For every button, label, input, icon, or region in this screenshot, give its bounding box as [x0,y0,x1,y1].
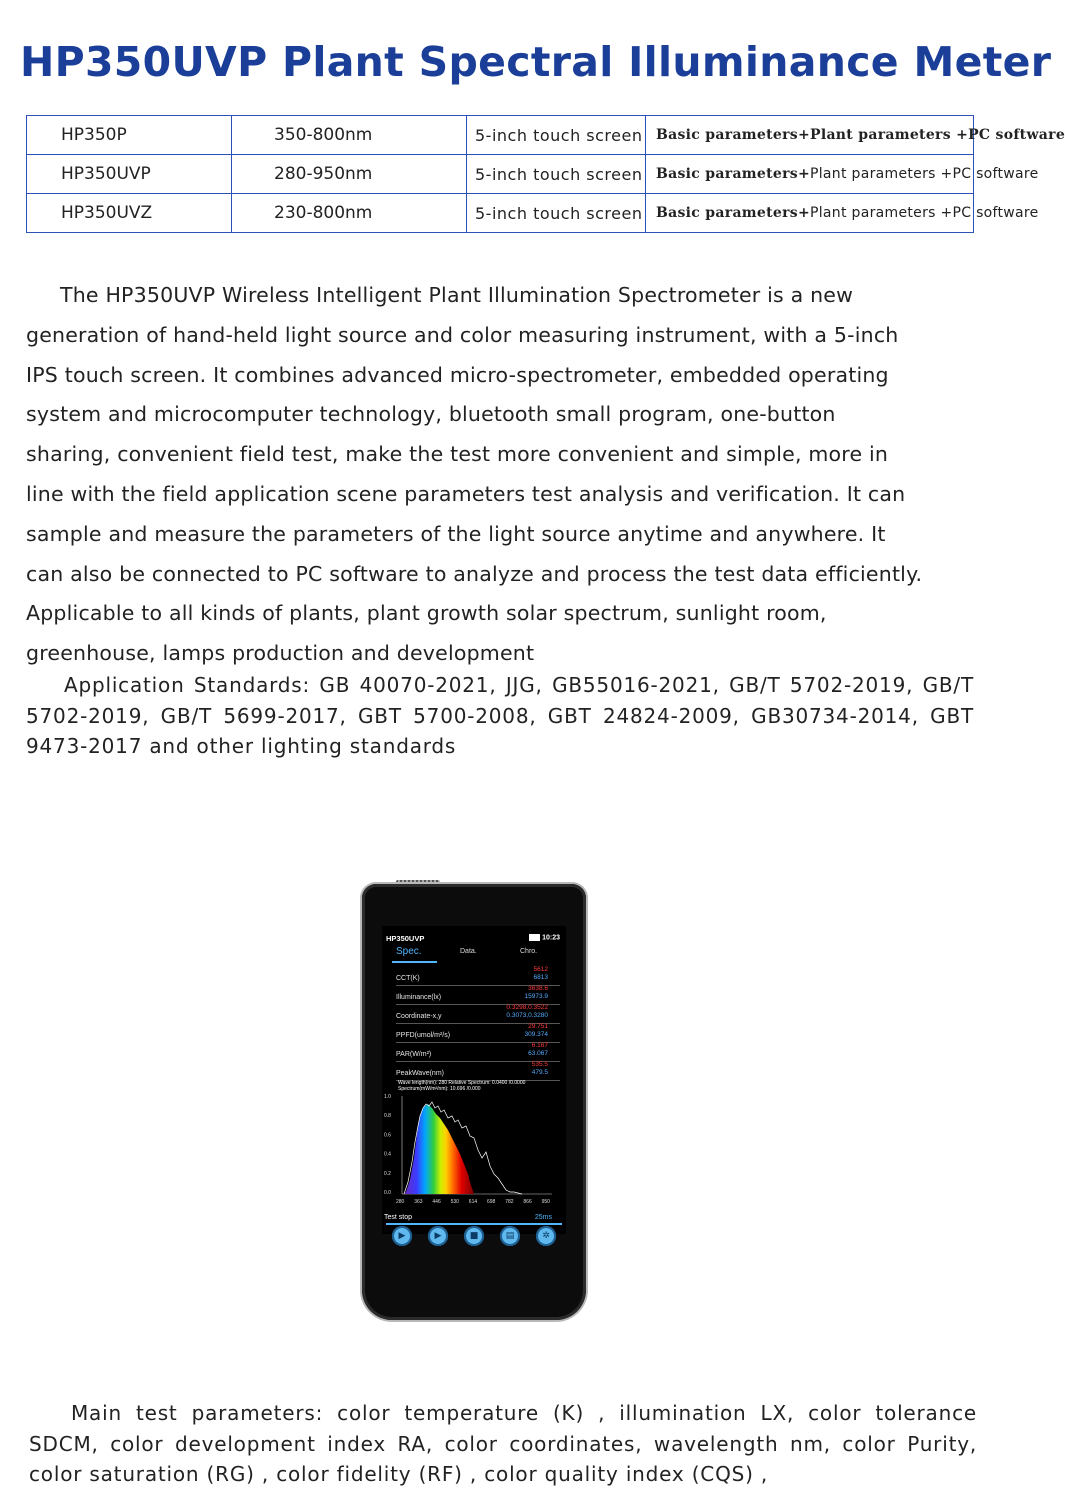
screen-param-row [396,966,560,986]
wave-line-1: Wave length(nm): 280 Relative Spectrum: 0.0400 /0.0000 [398,1080,526,1086]
x-tick-label: 614 [468,1199,478,1205]
param-label: PPFD(umol/m²/s) [396,1032,451,1039]
param-label: Coordinate-x,y [396,1013,442,1020]
device-buttons [382,1226,566,1250]
screen-model: HP350UVP [386,934,425,943]
x-tick-label: 698 [487,1199,496,1205]
model-cell: HP350UVP [27,155,232,194]
param-label: Illuminance(lx) [396,994,442,1001]
x-tick-label: 950 [541,1199,550,1205]
features-cell [646,116,1065,155]
features-bold: Basic parameters+ [656,205,810,221]
y-tick-label: 0.2 [384,1170,391,1177]
models-table [26,115,1065,233]
device-screen [382,926,566,1234]
spectrum-fill [404,1104,474,1194]
param-value-2: 479.5 [531,1069,548,1076]
intro-line: sharing, convenient field test, make the test more convenient and simple, more in [26,442,889,467]
model-cell: HP350P [27,116,232,155]
screen-cell: 5-inch touch screen [467,194,646,233]
param-value-2: 63.067 [528,1050,548,1057]
x-tick-label: 280 [396,1199,405,1205]
features-cell [646,155,1039,194]
features-bold: Basic parameters+ [656,166,810,182]
wave-readout [398,1080,525,1092]
screen-cell: 5-inch touch screen [467,155,646,194]
tab-indicator [392,961,437,963]
device-image [362,880,586,1320]
screen-param-row [396,1004,560,1024]
page-title: HP350UVP Plant Spectral Illuminance Meter [20,38,1052,86]
screen-param-row [396,1023,560,1043]
param-label: PeakWave(nm) [396,1070,444,1077]
y-tick-label: 0.6 [384,1132,391,1139]
x-tick-label: 782 [505,1199,514,1205]
param-label: CCT(K) [396,975,420,982]
status-label: Test stop [384,1214,413,1221]
param-value-1: 3638.6 [528,985,548,992]
param-value-2: 15973.9 [524,993,548,1000]
range-cell: 350-800nm [232,116,467,155]
x-tick-label: 363 [414,1199,423,1205]
screen-param-row [396,1061,560,1081]
intro-paragraph [26,276,974,674]
param-value-1: 6.167 [531,1042,548,1049]
table-row [27,194,974,233]
intro-line: can also be connected to PC software to analyze and process the test data efficiently. [26,561,923,586]
features-bold: Basic parameters+Plant parameters +PC software [656,127,1065,143]
screen-cell: 5-inch touch screen [467,116,646,155]
x-tick-label: 530 [450,1199,459,1205]
param-value-1: 5612 [533,966,548,973]
stop-icon[interactable]: ■ [464,1226,484,1246]
intro-line: sample and measure the parameters of the light source anytime and anywhere. It [26,521,886,546]
intro-line: greenhouse, lamps production and development [26,641,535,666]
spectrum-plot [382,1092,566,1212]
battery-icon [529,934,540,941]
intro-line: generation of hand-held light source and color measuring instrument, with a 5-inch [26,322,899,347]
param-value-1: 535.5 [531,1061,548,1068]
y-tick-label: 0.8 [384,1113,391,1120]
intro-line: line with the field application scene parameters test analysis and verification. It can [26,481,906,506]
range-cell: 280-950nm [232,155,467,194]
y-tick-label: 0.4 [384,1151,391,1158]
params-paragraph: Main test parameters: color temperature (K) , illumination LX, color tolerance SDCM, color development index RA, color coordinates, wavelength nm, color Purity, color saturation (RG) , color fidelity (RF) , color quality index (CQS) , [29,1401,977,1486]
param-label: PAR(W/m²) [396,1051,432,1058]
range-cell: 230-800nm [232,194,467,233]
intro-line: Applicable to all kinds of plants, plant growth solar spectrum, sunlight room, [26,601,827,626]
y-tick-label: 1.0 [384,1094,391,1100]
play-icon[interactable]: ▶ [392,1226,412,1246]
status-line [386,1223,562,1225]
tab-chro[interactable]: Chro. [520,948,538,955]
param-value-2: 309.374 [524,1031,548,1038]
table-row [27,155,974,194]
standards-paragraph: Application Standards: GB 40070-2021, JJG, GB55016-2021, GB/T 5702-2019, GB/T 5702-2019, GB/T 5699-2017, GBT 5700-2008, GBT 24824-2009, GB30734-2014, GBT 9473-2017 and other lighting standards [26,673,974,758]
intro-line: system and microcomputer technology, bluetooth small program, one-button [26,402,836,427]
wave-line-2: Spectrum(mW/m²/nm): 10.696 /0.000 [398,1086,481,1092]
intro-line: The HP350UVP Wireless Intelligent Plant Illumination Spectrometer is a new [60,283,854,307]
tab-spec[interactable]: Spec. [396,946,422,957]
param-value-1: 0.3298,0.3522 [506,1004,548,1011]
intro-line: IPS touch screen. It combines advanced micro-spectrometer, embedded operating [26,362,889,387]
table-row [27,116,974,155]
param-value-2: 6813 [533,974,548,981]
screen-time [529,934,560,941]
save-icon[interactable]: ▤ [500,1226,520,1246]
features-rest: Plant parameters +PC software [810,166,1039,182]
time-label: 10:23 [542,934,560,942]
settings-icon[interactable]: ✲ [536,1226,556,1246]
param-value-2: 0.3073,0.3280 [506,1012,548,1019]
screen-param-row [396,1042,560,1062]
features-rest: Plant parameters +PC software [810,205,1039,221]
param-value-1: 29.751 [528,1023,548,1030]
x-tick-label: 866 [523,1199,532,1205]
tab-data[interactable]: Data. [460,948,477,955]
x-tick-label: 446 [432,1199,441,1205]
step-icon[interactable]: ▶ [428,1226,448,1246]
integration-time: 25ms [534,1214,552,1221]
y-tick-label: 0.0 [384,1190,391,1196]
model-cell: HP350UVZ [27,194,232,233]
screen-param-row [396,985,560,1005]
features-cell [646,194,1039,233]
